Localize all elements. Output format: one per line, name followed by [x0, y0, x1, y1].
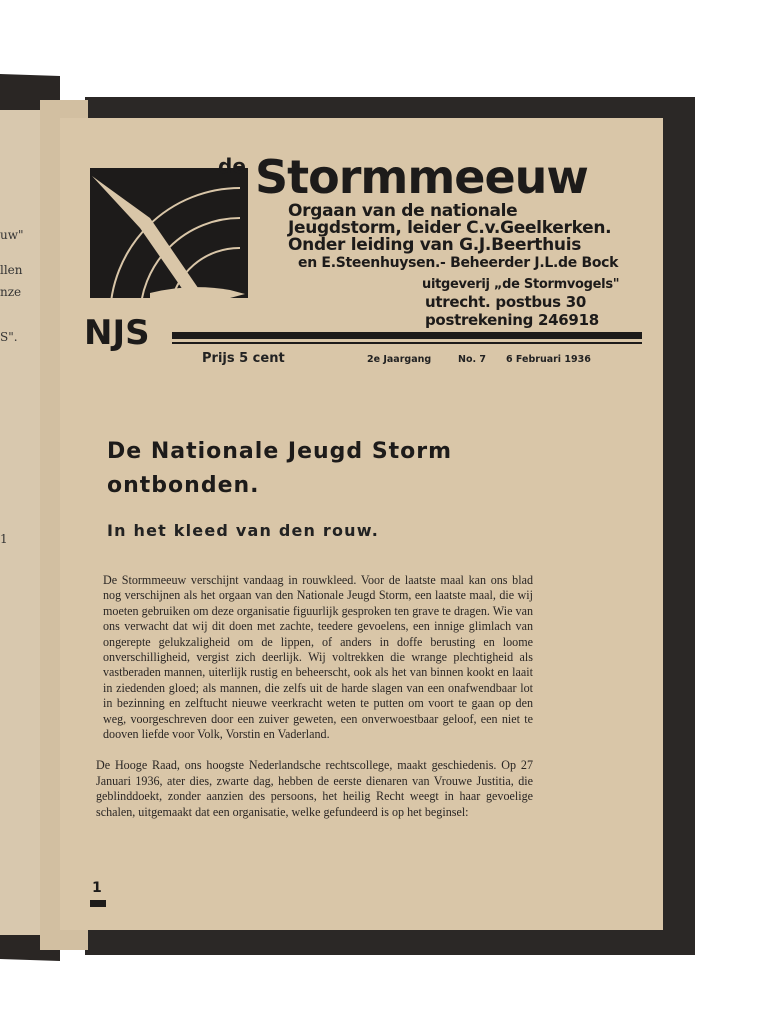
previous-page-text: 1	[0, 532, 8, 546]
article	[96, 435, 533, 820]
issue-number: No. 7	[458, 354, 487, 365]
masthead-line: Orgaan van de nationale	[288, 201, 518, 221]
article-paragraph: De Stormmeeuw verschijnt vandaag in rouwkleed. Voor de laatste maal kan ons blad nog verschijnen als het orgaan van den Nationale Jeugd Storm, een laatste maal, die wij moeten gebruiken om deze organisatie figuurlijk gesproken ten grave te dragen. Wie van ons verwacht dat wij dit doen met zachte, teedere gevoelens, een innige glimlach van ongerepte gelukzaligheid om de lippen, of anders in doffe berusting en loome onverschilligheid, vergist zich deerlijk. Wij voltrekken die wrange plechtigheid als vastberaden mannen, uiterlijk rustig en beheerscht, ook als het van binnen kookt en laait in ziedenden gloed; als mannen, die zelfs uit de harde slagen van een onafwendbaar lot in bezinning en zelftucht nieuwe veerkracht weten te putten om voort te gaan op den weg, voorgeschreven door een zuiver geweten, een onverwoestbaar geloof, een niet te dooven liefde voor Volk, Vorstin en Vaderland.	[103, 573, 533, 742]
headline: De Nationale Jeugd Storm ontbonden.	[107, 439, 453, 498]
subheadline: In het kleed van den rouw.	[107, 521, 379, 540]
page-number: 1	[92, 880, 102, 896]
seagull-logo	[84, 168, 248, 353]
volume: 2e Jaargang	[367, 354, 432, 365]
masthead-line: postrekening 246918	[425, 311, 599, 329]
article-paragraph: De Hooge Raad, ons hoogste Nederlandsche rechtscollege, maakt geschiedenis. Op 27 Januari 1936, ater dies, zwarte dag, hebben de eerste dienaren van Vrouwe Justitia, die geblinddoekt, zonder aanzien des persoons, het heilig Recht weegt in haar gevoelige schalen, uitgemaakt dat een organisatie, welke gefundeerd is op het beginsel:	[96, 758, 533, 819]
njs-logo-text: NJS	[84, 313, 150, 353]
masthead-line: utrecht. postbus 30	[425, 293, 586, 311]
masthead-rule	[172, 342, 642, 344]
masthead-title: Stormmeeuw	[255, 150, 588, 204]
previous-page-text: S".	[0, 330, 18, 344]
masthead-line: uitgeverij „de Stormvogels"	[422, 277, 620, 292]
masthead-line: Onder leiding van G.J.Beerthuis	[288, 235, 582, 255]
masthead-de: de	[218, 154, 246, 178]
masthead-rule	[172, 332, 642, 339]
previous-page-text: uw"	[0, 228, 24, 242]
issue-date: 6 Februari 1936	[506, 354, 591, 365]
previous-page-text: nze	[0, 285, 22, 299]
masthead-line: Jeugdstorm, leider C.v.Geelkerken.	[288, 218, 612, 238]
price: Prijs 5 cent	[202, 351, 285, 366]
page-number-bar	[90, 900, 106, 907]
previous-page-text: llen	[0, 263, 23, 277]
masthead-line: en E.Steenhuysen.- Beheerder J.L.de Bock	[298, 255, 619, 271]
